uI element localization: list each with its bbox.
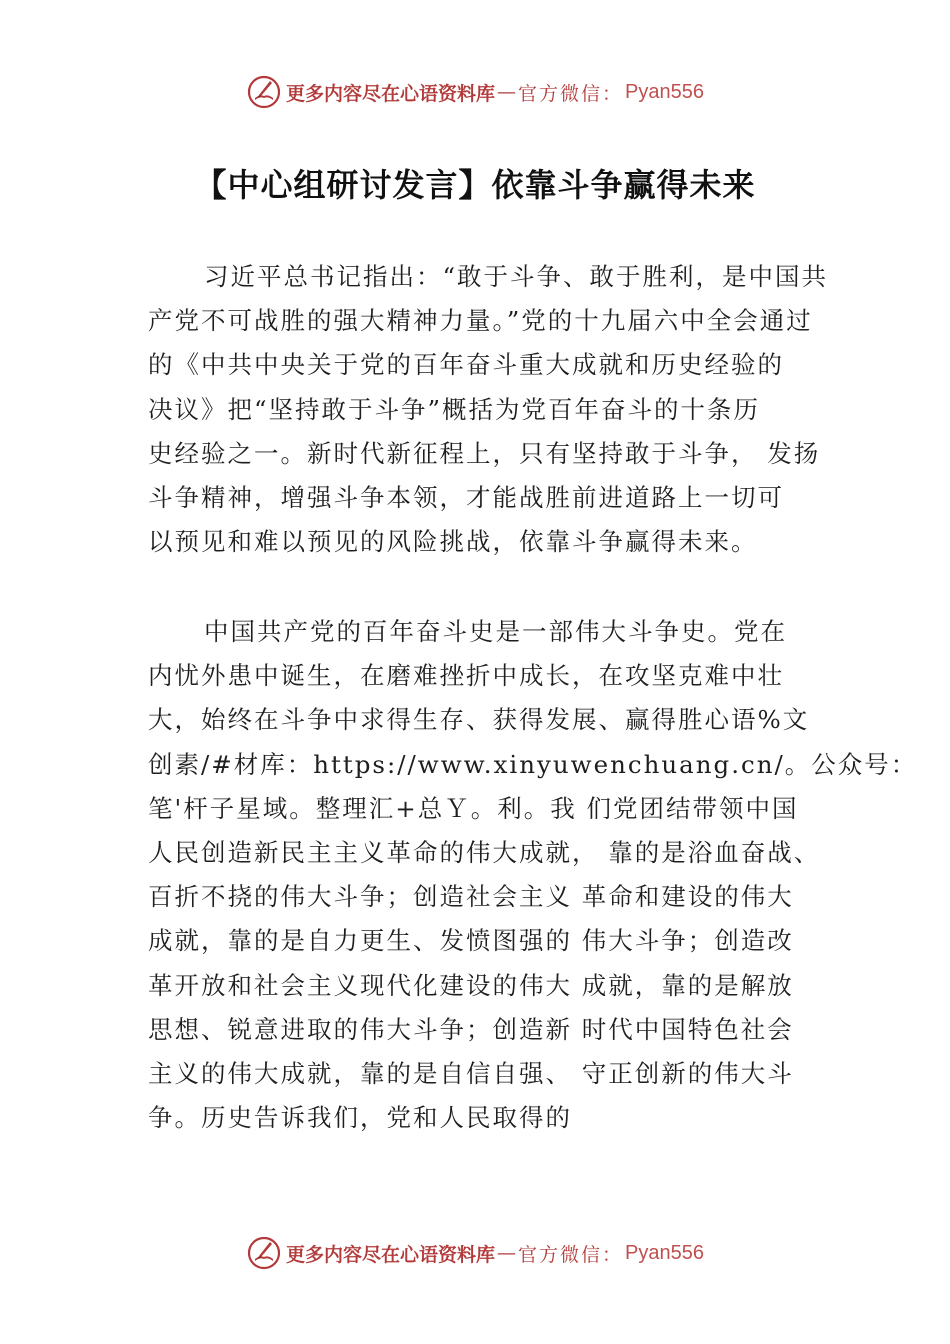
page-title: 【中心组研讨发言】依靠斗争赢得未来	[194, 166, 756, 204]
paragraph-line: 习近平总书记指出：“敢于斗争、敢于胜利，是中国共	[204, 262, 829, 291]
paragraph-line: 决议》把“坚持敢于斗争”概括为党百年奋斗的十条历	[148, 394, 761, 424]
paragraph-line: 内忧外患中诞生，在磨难挫折中成长，在攻坚克难中壮	[148, 661, 784, 691]
paragraph-line: 革开放和社会主义现代化建设的伟大 成就，靠的是解放	[148, 970, 794, 1000]
paragraph-line: 大，始终在斗争中求得生存、获得发展、赢得胜心语%文	[148, 705, 810, 735]
wechat-id: Pyan556	[625, 80, 704, 103]
paragraph-line: 中国共产党的百年奋斗史是一部伟大斗争史。党在	[204, 617, 787, 646]
banner-dash: —	[497, 81, 517, 103]
paragraph-line: 百折不挠的伟大斗争；创造社会主义 革命和建设的伟大	[148, 882, 794, 912]
footer-banner	[0, 1231, 950, 1275]
brand-text: 更多内容尽在心语资料库	[286, 1243, 496, 1266]
paragraph-1	[148, 255, 848, 564]
header-banner	[0, 70, 950, 114]
brand-text: 更多内容尽在心语资料库	[286, 82, 496, 105]
paragraph-line: 产党不可战胜的强大精神力量。”党的十九届六中全会通过	[148, 306, 813, 336]
wechat-id: Pyan556	[625, 1241, 704, 1264]
paragraph-line: 争。历史告诉我们，党和人民取得的	[148, 1103, 572, 1133]
paragraph-line: 笔'杆子星域。整理汇+总Ｙ。利。我 们党团结带领中国	[148, 793, 799, 823]
wechat-label: 官方微信：	[518, 82, 624, 105]
quill-book-logo-icon	[246, 1235, 282, 1271]
banner-dash: —	[497, 1242, 517, 1264]
paragraph-line: 人民创造新民主主义革命的伟大成就， 靠的是浴血奋战、	[148, 838, 821, 868]
paragraph-2	[148, 610, 918, 1140]
paragraph-line: 的《中共中央关于党的百年奋斗重大成就和历史经验的	[148, 350, 784, 380]
paragraph-line: 成就，靠的是自力更生、发愤图强的 伟大斗争；创造改	[148, 926, 794, 956]
paragraph-line: 主义的伟大成就，靠的是自信自强、 守正创新的伟大斗	[148, 1059, 794, 1089]
paragraph-line: 史经验之一。新时代新征程上，只有坚持敢于斗争， 发扬	[148, 438, 821, 468]
paragraph-line: 创素/#材库：https://www.xinyuwenchuang.cn/。公众号：	[148, 749, 918, 779]
paragraph-line: 以预见和难以预见的风险挑战，依靠斗争赢得未来。	[148, 527, 758, 557]
paragraph-line: 思想、锐意进取的伟大斗争；创造新 时代中国特色社会	[148, 1014, 794, 1044]
wechat-label: 官方微信：	[518, 1243, 624, 1266]
paragraph-line: 斗争精神，增强斗争本领，才能战胜前进道路上一切可	[148, 483, 784, 513]
quill-book-logo-icon	[246, 74, 282, 110]
